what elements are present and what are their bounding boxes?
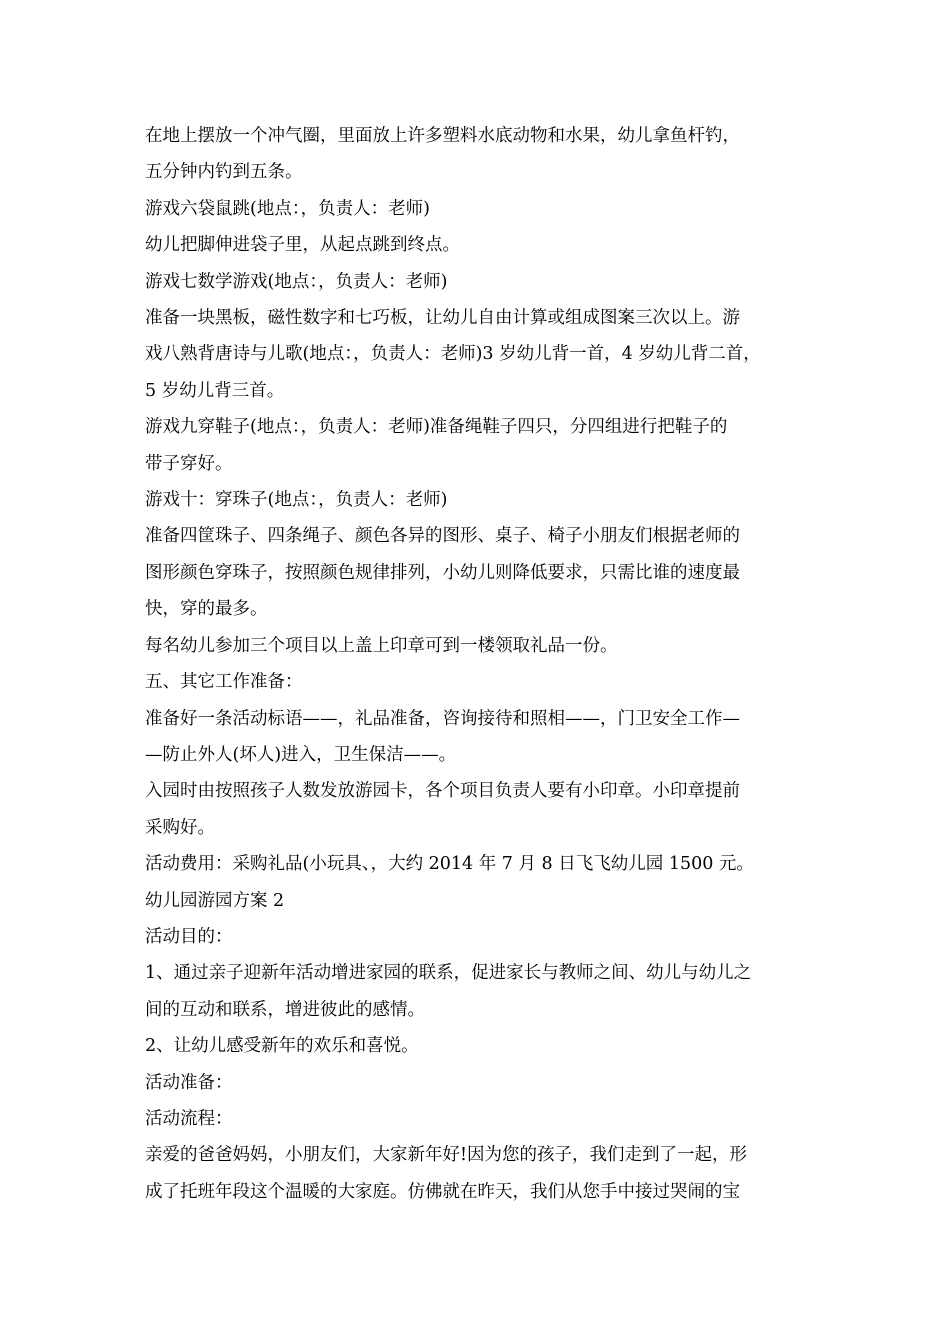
- paragraph: [145, 773, 810, 846]
- text-line: 准备一块黑板，磁性数字和七巧板，让幼儿自由计算或组成图案三次以上。游: [145, 308, 740, 329]
- section-heading: [145, 664, 810, 700]
- text-line: 采购好。: [145, 817, 215, 838]
- text-line: 图形颜色穿珠子，按照颜色规律排列，小幼儿则降低要求，只需比谁的速度最: [145, 562, 740, 583]
- paragraph: [145, 955, 810, 1028]
- section-title: [145, 883, 810, 919]
- text-line: 戏八熟背唐诗与儿歌(地点：，负责人：老师)3 岁幼儿背一首，4 岁幼儿背二首，: [145, 344, 761, 365]
- text-line: 在地上摆放一个冲气圈，里面放上许多塑料水底动物和水果，幼儿拿鱼杆钓，: [145, 126, 740, 146]
- paragraph: [145, 264, 810, 300]
- text-line: 准备好一条活动标语——，礼品准备，咨询接待和照相——，门卫安全工作—: [145, 708, 740, 729]
- text-line: 快，穿的最多。: [145, 599, 268, 620]
- text-line: 准备四筐珠子、四条绳子、颜色各异的图形、桌子、椅子小朋友们根据老师的: [145, 526, 740, 547]
- paragraph: [145, 118, 810, 191]
- text-line: 活动流程：: [145, 1108, 233, 1129]
- text-line: 五、其它工作准备：: [145, 672, 303, 693]
- text-line: 幼儿园游园方案 2: [145, 890, 285, 911]
- text-line: 游戏九穿鞋子(地点：，负责人：老师)准备绳鞋子四只，分四组进行把鞋子的: [145, 417, 728, 438]
- text-line: 五分钟内钓到五条。: [145, 162, 303, 183]
- text-line: 5 岁幼儿背三首。: [145, 380, 285, 401]
- text-line: —防止外人(坏人)进入，卫生保洁——。: [145, 744, 457, 765]
- section-heading: [145, 1101, 810, 1137]
- text-line: 游戏十：穿珠子(地点：，负责人：老师): [145, 490, 448, 511]
- text-line: 每名幼儿参加三个项目以上盖上印章可到一楼领取礼品一份。: [145, 635, 618, 656]
- text-line: 活动费用：采购礼品(小玩具、，大约 2014 年 7 月 8 日飞飞幼儿园 1500 元。: [145, 854, 754, 875]
- paragraph: [145, 482, 810, 518]
- section-heading: [145, 1065, 810, 1101]
- paragraph: [145, 227, 810, 263]
- text-line: 1、通过亲子迎新年活动增进家园的联系，促进家长与教师之间、幼儿与幼儿之: [145, 963, 752, 984]
- paragraph: [145, 409, 810, 482]
- paragraph: [145, 628, 810, 664]
- document-body: [145, 118, 810, 1210]
- text-line: 入园时由按照孩子人数发放游园卡，各个项目负责人要有小印章。小印章提前: [145, 781, 740, 802]
- paragraph: [145, 191, 810, 227]
- text-line: 游戏七数学游戏(地点：，负责人：老师): [145, 271, 448, 292]
- paragraph: [145, 701, 810, 774]
- text-line: 活动目的：: [145, 926, 233, 947]
- paragraph: [145, 518, 810, 627]
- text-line: 幼儿把脚伸进袋子里，从起点跳到终点。: [145, 235, 460, 256]
- text-line: 亲爱的爸爸妈妈，小朋友们，大家新年好!因为您的孩子，我们走到了一起，形: [145, 1145, 748, 1166]
- paragraph: [145, 300, 810, 409]
- text-line: 带子穿好。: [145, 453, 233, 474]
- text-line: 间的互动和联系，增进彼此的感情。: [145, 999, 425, 1020]
- paragraph: [145, 846, 810, 882]
- paragraph: [145, 1028, 810, 1064]
- text-line: 2、让幼儿感受新年的欢乐和喜悦。: [145, 1036, 419, 1057]
- text-line: 游戏六袋鼠跳(地点：，负责人：老师): [145, 198, 430, 219]
- text-line: 成了托班年段这个温暖的大家庭。仿佛就在昨天，我们从您手中接过哭闹的宝: [145, 1181, 740, 1202]
- paragraph: [145, 1137, 810, 1210]
- section-heading: [145, 919, 810, 955]
- text-line: 活动准备：: [145, 1072, 233, 1093]
